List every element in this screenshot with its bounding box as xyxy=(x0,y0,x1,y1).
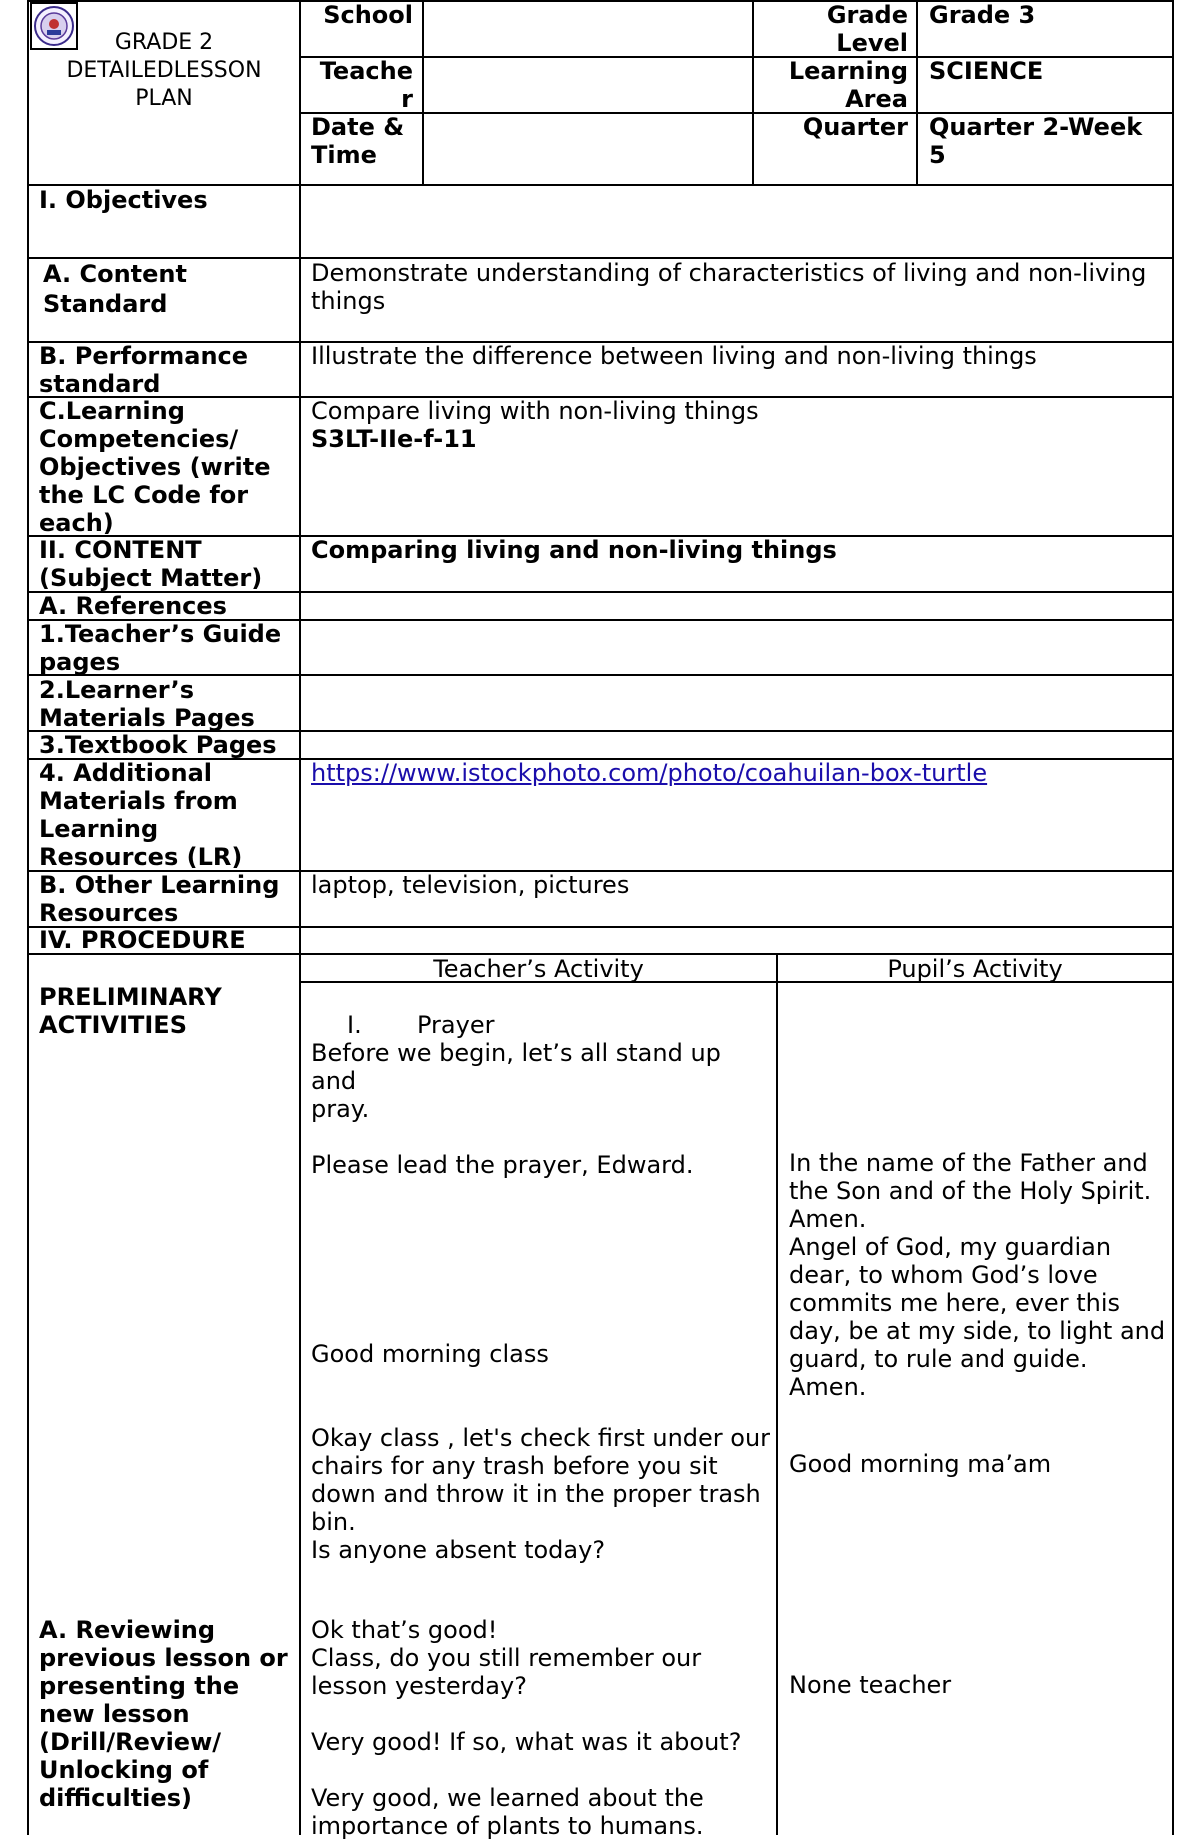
grade-level-label: Grade Level xyxy=(826,1,908,57)
teacher-activity-review: Ok that’s good! Class, do you still remember our lesson yesterday? Very good! If so, what was it about? Very good, we learned about the importance of plants to humans. xyxy=(311,1616,742,1840)
references-label: A. References xyxy=(39,592,227,620)
other-resources-label: B. Other Learning Resources xyxy=(39,871,280,927)
teacher-activity-header: Teacher’s Activity xyxy=(433,955,644,983)
quarter-label: Quarter xyxy=(802,113,908,141)
content-standard-value: Demonstrate understanding of characteristics of living and non-living things xyxy=(311,259,1147,315)
teacher-activity-greeting: Good morning class xyxy=(311,1340,549,1368)
procedure-label: IV. PROCEDURE xyxy=(39,926,246,954)
prayer-title: Prayer xyxy=(417,1011,495,1039)
border-right xyxy=(1172,0,1174,1835)
pupil-activity-header: Pupil’s Activity xyxy=(887,955,1063,983)
content-value: Comparing living and non-living things xyxy=(311,536,837,564)
performance-standard-label: B. Performance standard xyxy=(39,342,249,398)
textbook-pages-label: 3.Textbook Pages xyxy=(39,731,277,759)
pupil-activity-greeting: Good morning ma’am xyxy=(789,1450,1052,1478)
divider-main xyxy=(299,0,301,1835)
border-left xyxy=(27,0,29,1835)
teacher-activity-cleanup: Okay class , let's check first under our chairs for any trash before you sit down and throw it in the proper trash bin. Is anyone absent today? xyxy=(311,1424,771,1564)
quarter-value: Quarter 2-Week 5 xyxy=(929,113,1143,169)
preliminary-activities-label: PRELIMINARY ACTIVITIES xyxy=(39,983,222,1039)
objectives-label: I. Objectives xyxy=(39,186,208,214)
content-standard-label: A. Content Standard xyxy=(43,260,187,318)
learning-competencies-label: C.Learning Competencies/ Objectives (write the LC Code for each) xyxy=(39,397,271,537)
divider-h1 xyxy=(422,0,424,186)
divider-h2 xyxy=(752,0,754,186)
learning-area-label: Learning Area xyxy=(788,57,908,113)
date-time-label: Date & Time xyxy=(311,113,405,169)
teacher-label: Teache r xyxy=(319,57,413,113)
additional-materials-label: 4. Additional Materials from Learning Resources (LR) xyxy=(39,759,243,871)
school-label: School xyxy=(323,1,413,29)
lc-code: S3LT-IIe-f-11 xyxy=(311,425,477,453)
other-resources-value: laptop, television, pictures xyxy=(311,871,630,899)
divider-h3 xyxy=(916,0,918,186)
learning-competencies-value: Compare living with non-living things xyxy=(311,397,759,425)
prayer-number: I. xyxy=(347,1011,362,1039)
teachers-guide-label: 1.Teacher’s Guide pages xyxy=(39,620,282,676)
pupil-activity-prayer: In the name of the Father and the Son and of the Holy Spirit. Amen. Angel of God, my guardian dear, to whom God’s love commits me here, ever this day, be at my side, to light and guard, to rule and guide. Amen. xyxy=(789,1149,1166,1401)
content-label: II. CONTENT (Subject Matter) xyxy=(39,536,263,592)
divider-activity xyxy=(776,953,778,1835)
additional-materials-link[interactable]: https://www.istockphoto.com/photo/coahuilan-box-turtle xyxy=(311,759,988,787)
reviewing-lesson-label: A. Reviewing previous lesson or presenting the new lesson (Drill/Review/ Unlocking of difficulties) xyxy=(39,1616,288,1812)
lesson-plan-title: GRADE 2 DETAILEDLESSON PLAN xyxy=(66,30,262,111)
pupil-activity-review: None teacher xyxy=(789,1671,952,1699)
learners-materials-label: 2.Learner’s Materials Pages xyxy=(39,676,255,732)
learning-area-value: SCIENCE xyxy=(929,57,1044,85)
grade-level-value: Grade 3 xyxy=(929,1,1036,29)
performance-standard-value: Illustrate the difference between living and non-living things xyxy=(311,342,1037,370)
teacher-activity-prayer: Before we begin, let’s all stand up and pray. Please lead the prayer, Edward. xyxy=(311,1039,721,1179)
